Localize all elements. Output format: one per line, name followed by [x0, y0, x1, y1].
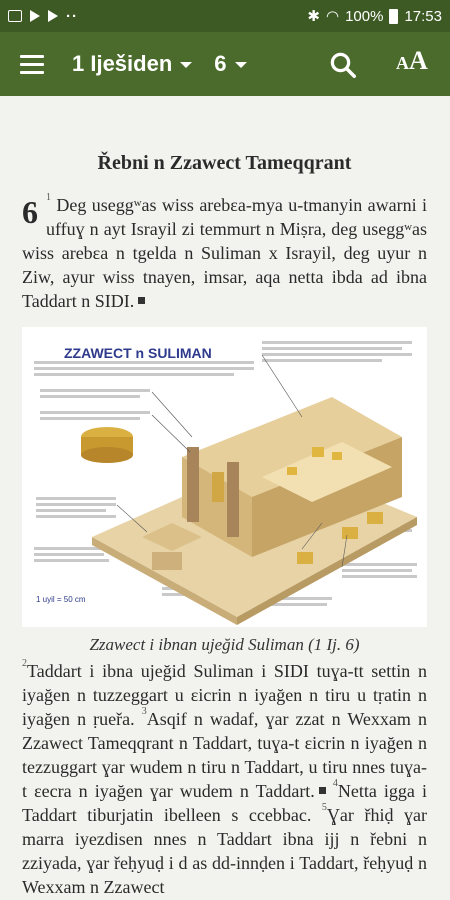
- clock: 17:53: [404, 7, 442, 25]
- verse-text[interactable]: Deg useggʷas wiss arebɛa-mya u-tmanyin awarni i uffuɣ n ayt Israyil zi temmurt n Miṣra, deg useggʷas wiss arebɛa n tgelda n Suliman x Israyil, deg uyur n Ziw, ayur wiss tnayen, imsar, aqa netta ibda ad ibna Taddart n SIDI.: [22, 195, 427, 311]
- section-heading: Řebni n Zzawect Tameqqrant: [97, 152, 352, 174]
- figure-caption: Zzawect i ibnan ujeğid Suliman (1 Ij. 6): [89, 635, 360, 654]
- play-notification-icon: [48, 10, 58, 22]
- battery-icon: [389, 9, 398, 24]
- verse-number[interactable]: 1: [46, 192, 51, 203]
- verse-text[interactable]: Ɣar řhiḍ ɣar marra iyezdisen nnes n Taddart ibna ijj n řebni n zziyada, ɣar řeḥyuḍ i d as dd-innḍen i Taddart, řeḥyuḍ n Wexxam n Zzawect: [22, 805, 427, 897]
- figure-title: ZZAWECT n SULIMAN: [64, 345, 212, 361]
- chapter-selector[interactable]: [214, 51, 246, 77]
- book-selector[interactable]: [72, 51, 192, 77]
- chapter-number-label: 6: [214, 51, 227, 76]
- text-size-icon[interactable]: AA: [396, 46, 428, 75]
- verse-number[interactable]: 5: [321, 802, 327, 813]
- figure-scale: 1 uyil = 50 cm: [36, 595, 86, 604]
- verse-text[interactable]: Netta igga i Taddart tiburjatin ibelleen s ccebbac.: [22, 781, 427, 825]
- chapter-drop-number: 6: [22, 194, 38, 230]
- verse-number[interactable]: 3: [141, 706, 147, 717]
- paragraph-end-mark: [138, 297, 145, 304]
- temple-drawing: [22, 327, 427, 627]
- paragraph-end-mark: [319, 787, 326, 794]
- verse-paragraph: [22, 193, 427, 313]
- menu-icon[interactable]: [0, 32, 64, 96]
- battery-percent: 100%: [345, 7, 384, 25]
- search-icon[interactable]: [328, 50, 358, 80]
- verse-number[interactable]: 4: [332, 778, 338, 789]
- bluetooth-icon: ✱: [307, 8, 320, 25]
- verse-text[interactable]: Taddart i ibna ujeğid Suliman i SIDI tuɣa-tt settin n iyağen n tuzzeggart u ɛicrin n iyağen n tiru u tṛatin n iyağen n ṛueřa.: [22, 661, 427, 729]
- media-notification-icon: [30, 10, 40, 22]
- app-bar: [0, 32, 450, 96]
- verse-text[interactable]: Asqif n wadaf, ɣar zzat n Wexxam n Zzawect Tameqqrant n Taddart, tuɣa-t ɛicrin n iyağen n tezzuggart ɣar wudem n tiru n Taddart, u tiru nnes tuɣa-t ɛecra n iyağen ɣar wudem n Taddart.: [22, 709, 428, 801]
- temple-illustration[interactable]: [22, 327, 427, 627]
- reader-content[interactable]: [0, 96, 450, 900]
- chevron-down-icon: [235, 62, 247, 68]
- verse-number[interactable]: 2: [22, 658, 27, 669]
- status-bar: [0, 0, 450, 32]
- wifi-signal-icon: ◠: [325, 8, 340, 25]
- image-notification-icon: [8, 10, 22, 22]
- verse-paragraph: [22, 659, 427, 899]
- book-name: 1 Iješiden: [72, 51, 173, 76]
- chevron-down-icon: [180, 62, 192, 68]
- more-notifications-icon: ··: [66, 7, 78, 25]
